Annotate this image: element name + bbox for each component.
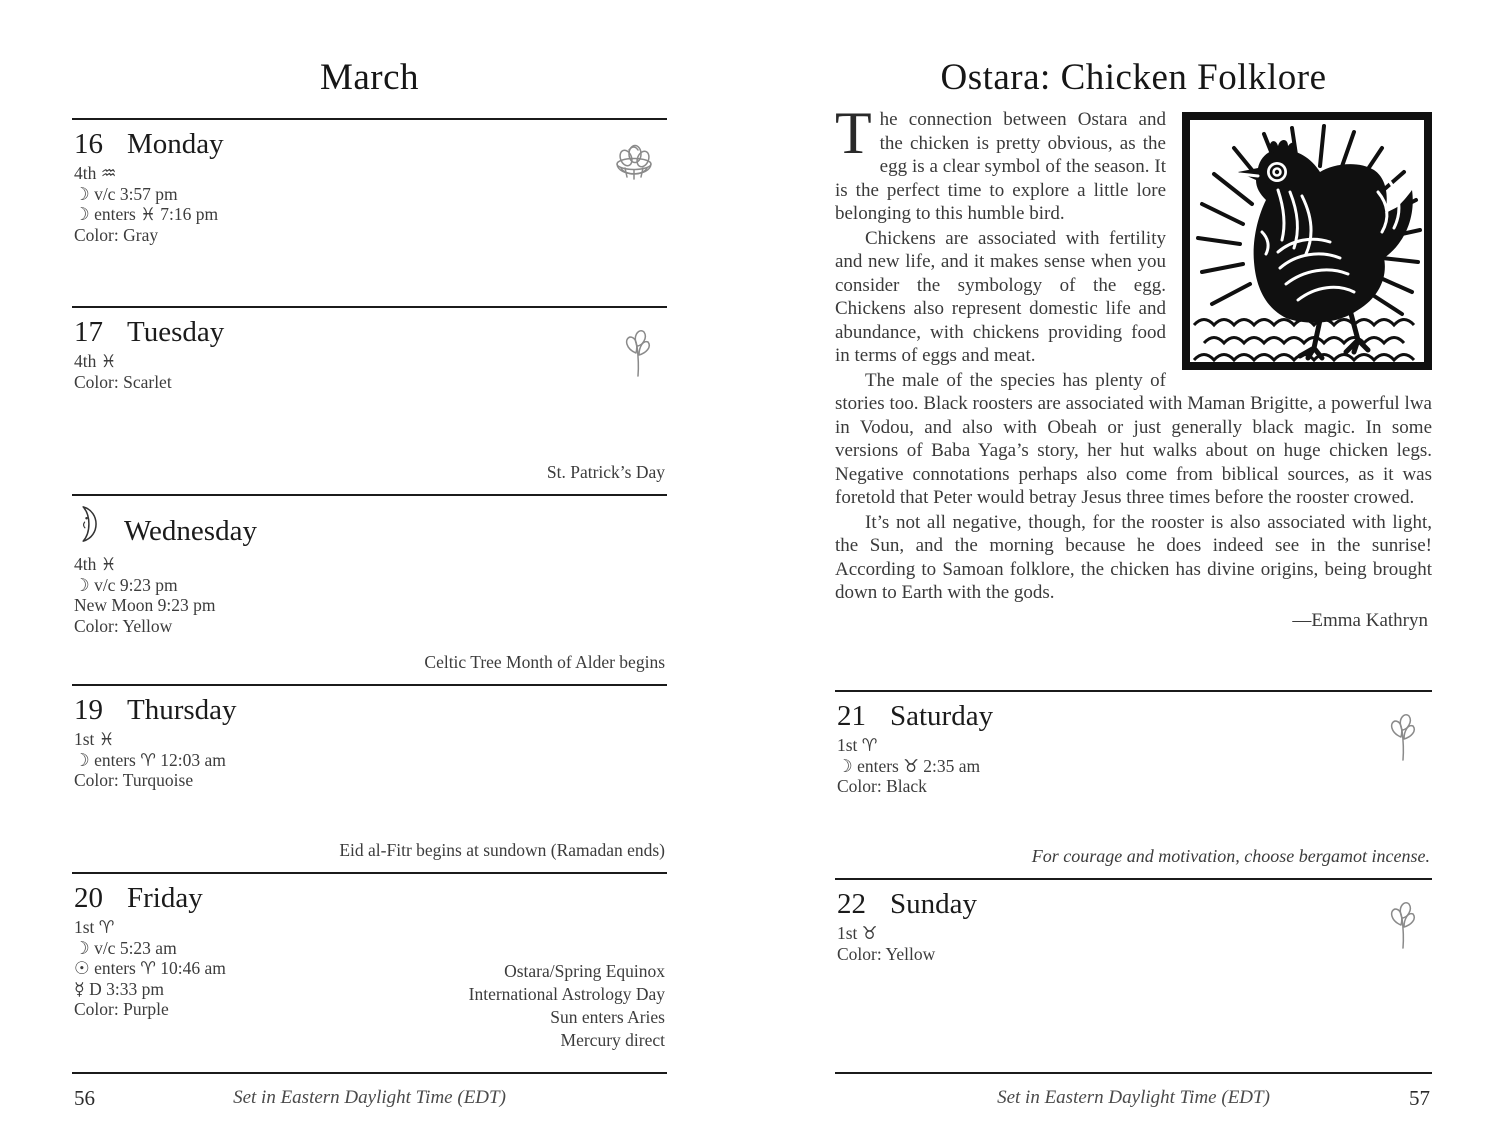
- right-page-footer: [835, 1072, 1432, 1144]
- day-notes: [339, 839, 665, 862]
- holiday-note: St. Patrick’s Day: [546, 462, 665, 482]
- day-name: Friday: [127, 882, 203, 914]
- chicken-woodcut-illustration: [1182, 112, 1432, 370]
- day-detail: ☽ v/c 5:23 am: [74, 937, 177, 958]
- day-number: 16: [74, 128, 103, 160]
- day-name: Tuesday: [127, 316, 225, 348]
- day-detail: ☉ enters ♈ 10:46 am: [74, 958, 226, 978]
- egg-basket-icon: [607, 136, 659, 191]
- day-detail: 1st ♈: [837, 735, 878, 755]
- timezone-note: Set in Eastern Daylight Time (EDT): [233, 1087, 506, 1108]
- article-paragraph-4: It’s not all negative, though, for the rooster is also associated with light, the Sun, and the morning because he does indeed see in the sunrise! According to Samoan folklore, the chicken has divine origins, being brought down to Earth with the gods.: [835, 511, 1432, 603]
- day-detail: Color: Black: [837, 776, 927, 796]
- day-number: 20: [74, 882, 103, 914]
- day-detail: Color: Turquoise: [74, 770, 194, 790]
- article-title: Ostara: Chicken Folklore: [940, 57, 1327, 98]
- day-header: [837, 700, 1432, 732]
- day-name: Wednesday: [124, 515, 257, 547]
- day-detail: 4th ♒: [74, 163, 117, 183]
- day-detail: ☽ v/c 9:23 pm: [74, 574, 178, 595]
- day-name: Thursday: [127, 694, 237, 726]
- day-header: [74, 316, 667, 348]
- day-block-wednesday-18: [72, 494, 667, 684]
- day-header: [74, 694, 667, 726]
- page-number: 56: [74, 1086, 95, 1110]
- day-detail: ☽ enters ♓ 7:16 pm: [74, 204, 219, 224]
- day-block-sunday-22: [835, 878, 1432, 1068]
- day-detail: Color: Gray: [74, 224, 159, 245]
- holiday-note: Mercury direct: [560, 1030, 665, 1050]
- day-header: [74, 882, 667, 914]
- article-paragraph-1: The connection between Ostara and the chicken is pretty obvious, as the egg is a clear symbol of the season. It is the perfect time to explore a little lore belonging to this humble bird.: [835, 100, 1166, 224]
- day-detail: 1st ♈: [74, 917, 115, 937]
- left-day-rows: [72, 118, 667, 1062]
- article-paragraph-3: The male of the species has plenty of stories too. Black roosters are associated with Maman Brigitte, a powerful lwa in Vodou, and also with Obeah or just generally black magic. In some versions of Baba Yaga’s story, her hut walks about on huge chicken legs. Negative connotations perhaps also come from biblical sources, as it was foretold that Peter would betray Jesus three times before the rooster crowed.: [835, 369, 1432, 508]
- holiday-note: Celtic Tree Month of Alder begins: [424, 652, 665, 672]
- day-number: 17: [74, 316, 103, 348]
- day-detail: 4th ♓: [74, 351, 117, 371]
- right-day-rows: [835, 690, 1432, 1068]
- day-detail: ☽ enters ♈ 12:03 am: [74, 749, 226, 770]
- holiday-note: Eid al-Fitr begins at sundown (Ramadan ends): [339, 840, 665, 860]
- day-block-tuesday-17: [72, 306, 667, 494]
- left-page: [72, 0, 667, 1143]
- day-header: [74, 504, 667, 551]
- day-notes: [424, 651, 665, 674]
- day-header: [837, 888, 1432, 920]
- day-block-friday-20: [72, 872, 667, 1062]
- holiday-note: International Astrology Day: [468, 984, 665, 1004]
- day-number: 19: [74, 694, 103, 726]
- day-detail: 4th ♓: [74, 554, 117, 574]
- month-title: March: [319, 57, 420, 98]
- day-detail: Color: Yellow: [74, 615, 173, 636]
- day-notes: [547, 461, 665, 484]
- drop-cap: T: [835, 100, 872, 166]
- page-number: 57: [1409, 1086, 1430, 1110]
- timezone-note: Set in Eastern Daylight Time (EDT): [997, 1087, 1270, 1108]
- day-block-saturday-21: [835, 690, 1432, 878]
- day-header: [74, 128, 667, 160]
- day-notes: [469, 960, 665, 1052]
- day-number: 21: [837, 700, 866, 732]
- left-page-footer: [72, 1072, 667, 1144]
- holiday-note: Sun enters Aries: [550, 1007, 665, 1027]
- day-name: Saturday: [890, 700, 994, 732]
- sprout-icon: [1382, 708, 1424, 769]
- article-byline: —Emma Kathryn: [1292, 609, 1428, 631]
- holiday-note: Ostara/Spring Equinox: [504, 961, 665, 981]
- day-detail: ☽ enters ♉ 2:35 am: [837, 755, 981, 776]
- day-number: 22: [837, 888, 866, 920]
- sprout-icon: [617, 324, 659, 385]
- day-detail: ☿ D 3:33 pm: [74, 978, 164, 999]
- day-detail: ☽ v/c 3:57 pm: [74, 183, 178, 204]
- day-detail: 1st ♉: [837, 923, 878, 943]
- day-detail: Color: Scarlet: [74, 371, 172, 392]
- day-name: Sunday: [890, 888, 977, 920]
- day-detail: Color: Purple: [74, 999, 169, 1019]
- day-detail: 1st ♓: [74, 729, 115, 749]
- day-detail: New Moon 9:23 pm: [74, 595, 216, 615]
- article-paragraph-2: Chickens are associated with fertility and new life, and it makes sense when you consider the symbology of the egg. Chickens also represent domestic life and abundance, with chickens providing food in terms of eggs and meat.: [835, 227, 1166, 366]
- day-notes: [1032, 845, 1430, 868]
- article-body: [835, 100, 1432, 632]
- day-block-monday-16: [72, 118, 667, 306]
- day-block-thursday-19: [72, 684, 667, 872]
- day-name: Monday: [127, 128, 224, 160]
- new-moon-icon: [74, 504, 104, 551]
- sprout-icon: [1382, 896, 1424, 957]
- right-page: [835, 0, 1432, 1143]
- day-detail: Color: Yellow: [837, 943, 936, 964]
- incense-note: For courage and motivation, choose bergamot incense.: [1031, 846, 1430, 866]
